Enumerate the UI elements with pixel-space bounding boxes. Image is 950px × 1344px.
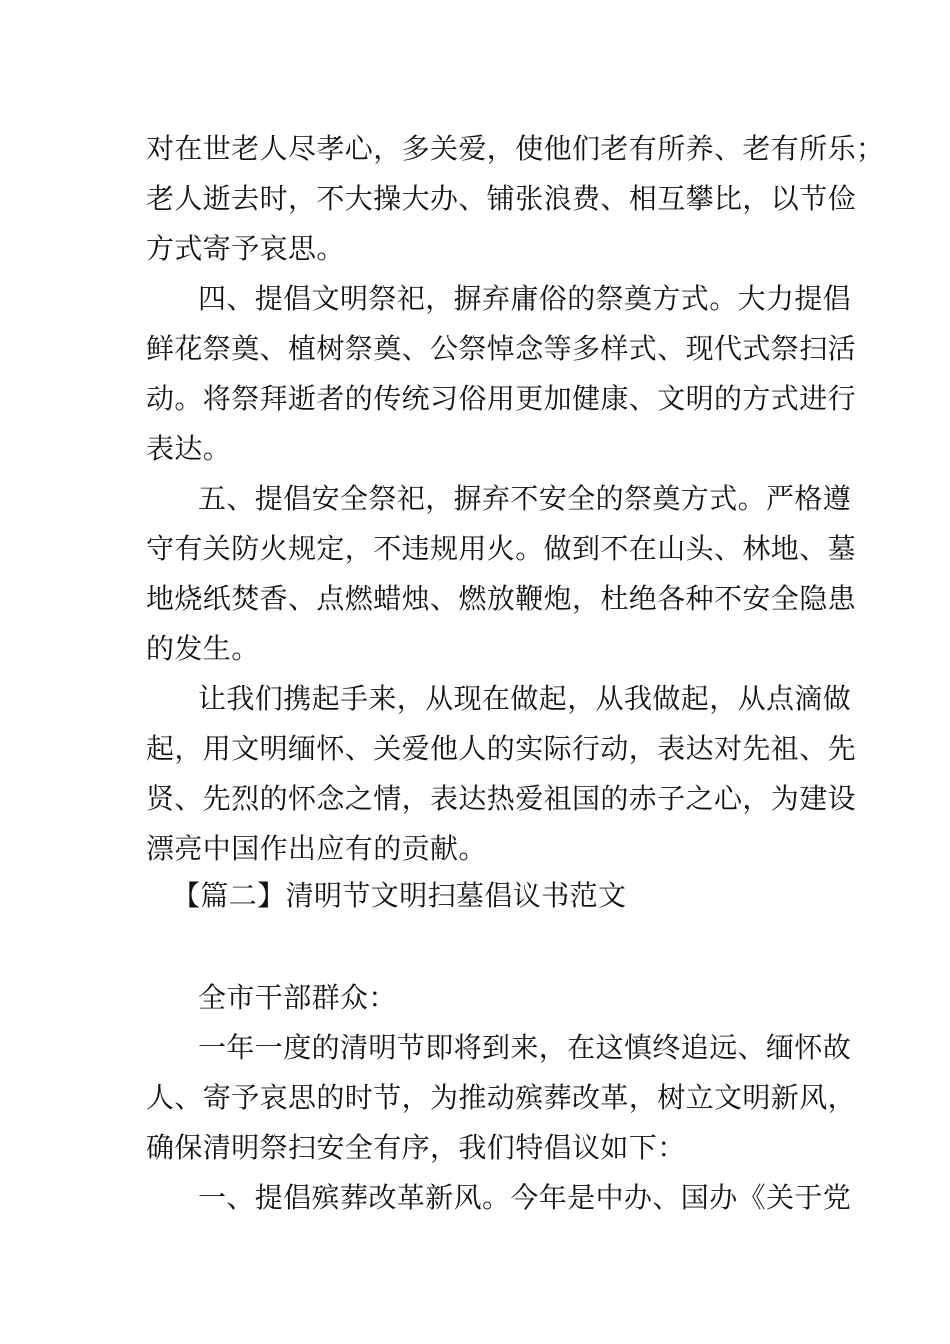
paragraph-start-line: 五、提倡安全祭祀，摒弃不安全的祭奠方式。严格遵 <box>198 482 852 515</box>
text-line: 老人逝去时，不大操大办、铺张浪费、相互攀比，以节俭 <box>146 182 857 215</box>
text-line: 守有关防火规定，不违规用火。做到不在山头、林地、墓 <box>146 532 857 565</box>
text-line: 动。将祭拜逝者的传统习俗用更加健康、文明的方式进行 <box>146 382 857 415</box>
text-line: 起，用文明缅怀、关爱他人的实际行动，表达对先祖、先 <box>146 732 857 765</box>
text-line: 方式寄予哀思。 <box>146 232 345 265</box>
paragraph-start-line: 四、提倡文明祭祀，摒弃庸俗的祭奠方式。大力提倡 <box>198 282 852 315</box>
section-heading: 【篇二】清明节文明扫墓倡议书范文 <box>172 879 627 912</box>
paragraph-start-line: 让我们携起手来，从现在做起，从我做起，从点滴做 <box>198 682 852 715</box>
text-line: 贤、先烈的怀念之情，表达热爱祖国的赤子之心，为建设 <box>146 782 857 815</box>
text-line: 地烧纸焚香、点燃蜡烛、燃放鞭炮，杜绝各种不安全隐患 <box>146 582 857 615</box>
text-line: 鲜花祭奠、植树祭奠、公祭悼念等多样式、现代式祭扫活 <box>146 332 857 365</box>
text-line: 漂亮中国作出应有的贡献。 <box>146 832 487 865</box>
text-line: 确保清明祭扫安全有序，我们特倡议如下： <box>146 1131 686 1164</box>
text-line: 表达。 <box>146 432 232 465</box>
paragraph-start-line: 一年一度的清明节即将到来，在这慎终追远、缅怀故 <box>198 1031 852 1064</box>
text-line: 的发生。 <box>146 632 260 665</box>
paragraph-start-line: 一、提倡殡葬改革新风。今年是中办、国办《关于党 <box>198 1181 852 1214</box>
text-line: 对在世老人尽孝心，多关爱，使他们老有所养、老有所乐； <box>146 132 885 165</box>
text-line: 人、寄予哀思的时节，为推动殡葬改革，树立文明新风， <box>146 1081 857 1114</box>
salutation: 全市干部群众： <box>198 981 397 1014</box>
